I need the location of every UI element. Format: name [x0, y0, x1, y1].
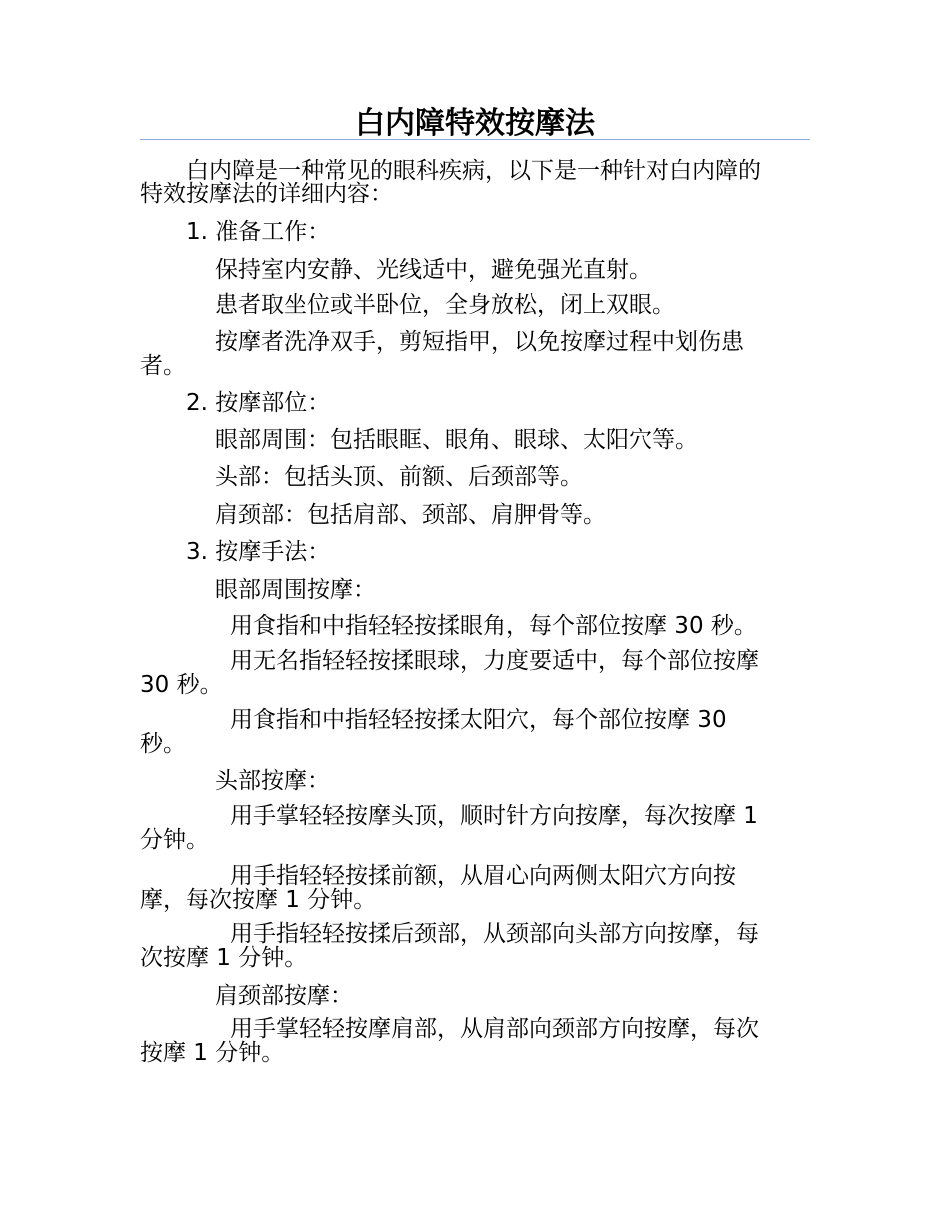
shoulder-step-1: [140, 1017, 810, 1065]
head-step-1: [140, 804, 810, 852]
document-title: 白内障特效按摩法: [355, 106, 595, 141]
preparation-item-3-line-2: 者。: [140, 353, 186, 379]
head-step-3: [140, 922, 810, 970]
head-step-3-line-1: 用手指轻轻按揉后颈部，从颈部向头部方向按摩，每: [230, 921, 759, 947]
technique-group-shoulder-neck-label: 肩颈部按摩：: [215, 983, 353, 1009]
technique-group-eyes-label: 眼部周围按摩：: [215, 577, 376, 603]
head-step-2-line-2: 摩，每次按摩 1 分钟。: [140, 887, 377, 913]
preparation-item-3: [140, 330, 810, 378]
section-heading-preparation: 1. 准备工作：: [186, 219, 331, 245]
preparation-item-1: 保持室内安静、光线适中，避免强光直射。: [215, 257, 652, 283]
eye-step-2-line-2: 30 秒。: [140, 672, 223, 698]
eye-step-2: [140, 649, 810, 697]
intro-line-2: 特效按摩法的详细内容：: [140, 181, 393, 207]
head-step-1-line-2: 分钟。: [140, 827, 209, 853]
intro-line-1: 白内障是一种常见的眼科疾病，以下是一种针对白内障的: [186, 158, 761, 184]
section-heading-techniques: 3. 按摩手法：: [186, 539, 331, 565]
preparation-item-2: 患者取坐位或半卧位，全身放松，闭上双眼。: [215, 292, 675, 318]
preparation-item-3-line-1: 按摩者洗净双手，剪短指甲，以免按摩过程中划伤患: [215, 329, 744, 355]
section-heading-areas: 2. 按摩部位：: [186, 390, 331, 416]
title-underline: [140, 139, 810, 140]
head-step-2: [140, 864, 810, 912]
area-item-eyes: 眼部周围：包括眼眶、眼角、眼球、太阳穴等。: [215, 427, 698, 453]
technique-group-head-label: 头部按摩：: [215, 768, 330, 794]
head-step-3-line-2: 次按摩 1 分钟。: [140, 945, 308, 971]
intro-paragraph: [140, 160, 810, 206]
area-item-shoulder-neck: 肩颈部：包括肩部、颈部、肩胛骨等。: [215, 502, 606, 528]
head-step-1-line-1: 用手掌轻轻按摩头顶，顺时针方向按摩，每次按摩 1: [230, 803, 758, 829]
shoulder-step-1-line-1: 用手掌轻轻按摩肩部，从肩部向颈部方向按摩，每次: [230, 1016, 759, 1042]
eye-step-3-line-1: 用食指和中指轻轻按揉太阳穴，每个部位按摩 30: [230, 707, 727, 733]
eye-step-3-line-2: 秒。: [140, 731, 186, 757]
eye-step-1: 用食指和中指轻轻按揉眼角，每个部位按摩 30 秒。: [230, 613, 757, 639]
eye-step-3: [140, 708, 810, 756]
head-step-2-line-1: 用手指轻轻按揉前额，从眉心向两侧太阳穴方向按: [230, 863, 736, 889]
area-item-head: 头部：包括头顶、前额、后颈部等。: [215, 464, 583, 490]
shoulder-step-1-line-2: 按摩 1 分钟。: [140, 1040, 285, 1066]
eye-step-2-line-1: 用无名指轻轻按揉眼球，力度要适中，每个部位按摩: [230, 648, 759, 674]
